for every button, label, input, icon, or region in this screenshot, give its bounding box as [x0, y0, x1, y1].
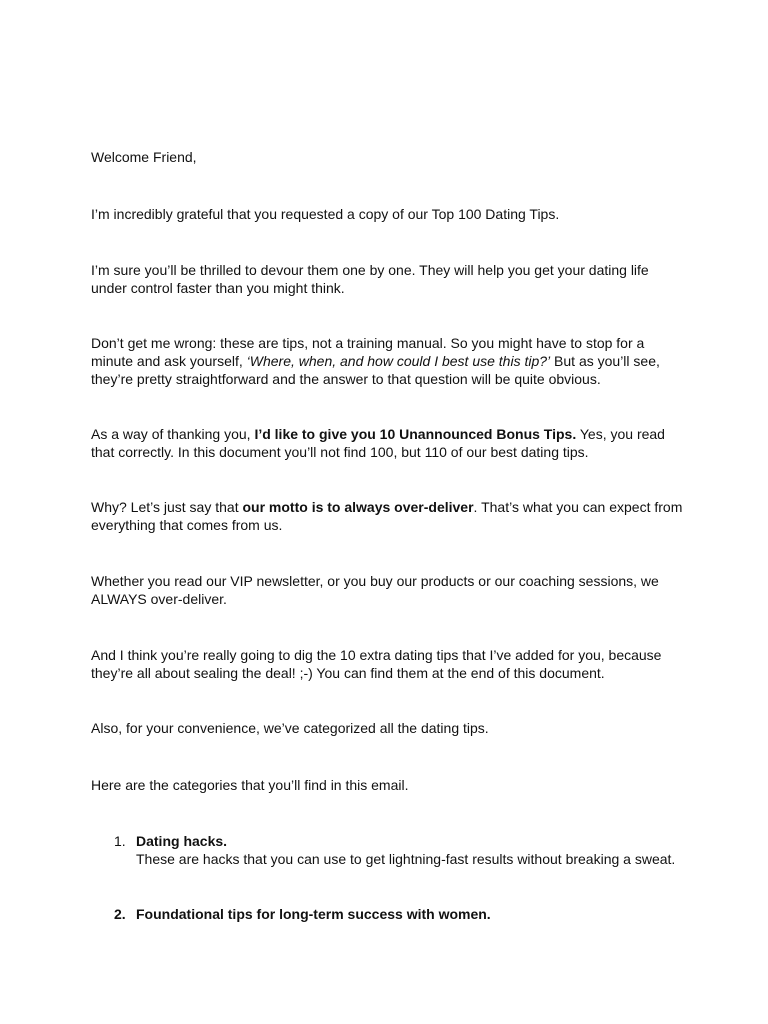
- paragraph-tips-line2-post: But as you’ll see,: [550, 353, 660, 369]
- paragraph-bonus-line1-post: Yes, you read: [576, 426, 665, 442]
- greeting: Welcome Friend,: [91, 149, 197, 165]
- paragraph-bonus-tips: [91, 425, 691, 461]
- list-item-content: [136, 905, 716, 923]
- paragraph-motto-line1-post: . That’s what you can expect from: [473, 499, 683, 515]
- paragraph-bonus-highlight: I’d like to give you 10 Unannounced Bonus Tips.: [254, 426, 577, 442]
- paragraph-vip-line1: Whether you read our VIP newsletter, or you buy our products or our coaching sessions, we: [91, 573, 659, 589]
- paragraph-tips-question: ‘Where, when, and how could I best use this tip?’: [246, 353, 551, 369]
- paragraph-gratitude: I’m incredibly grateful that you requested a copy of our Top 100 Dating Tips.: [91, 206, 560, 222]
- paragraph-bonus-line2: that correctly. In this document you’ll not find 100, but 110 of our best dating tips.: [91, 444, 589, 460]
- paragraph-vip: [91, 572, 691, 608]
- list-item-content: [136, 832, 716, 868]
- paragraph-categorized: Also, for your convenience, we’ve categorized all the dating tips.: [91, 720, 489, 736]
- paragraph-tips-line3: they’re pretty straightforward and the answer to that question will be quite obvious.: [91, 371, 601, 387]
- paragraph-motto: [91, 498, 701, 534]
- list-item-title: Foundational tips for long-term success with women.: [136, 906, 491, 922]
- paragraph-extra-tips: [91, 646, 691, 682]
- list-item-title: Dating hacks.: [136, 833, 228, 849]
- list-item-number: 2.: [114, 906, 126, 922]
- paragraph-tips-line2-pre: minute and ask yourself,: [91, 353, 247, 369]
- paragraph-extra-line2: they’re all about sealing the deal! ;-) You can find them at the end of this document.: [91, 665, 605, 681]
- list-item-number: 1.: [114, 833, 126, 849]
- paragraph-thrilled-line1: I’m sure you’ll be thrilled to devour them one by one. They will help you get your dating life: [91, 262, 649, 278]
- paragraph-categories-intro: Here are the categories that you’ll find in this email.: [91, 777, 409, 793]
- paragraph-thrilled: [91, 261, 691, 297]
- paragraph-thrilled-line2: under control faster than you might think.: [91, 280, 345, 296]
- paragraph-motto-line2: everything that comes from us.: [91, 517, 283, 533]
- paragraph-tips-line1: Don’t get me wrong: these are tips, not a training manual. So you might have to stop for a: [91, 335, 645, 351]
- list-item-description: These are hacks that you can use to get lightning-fast results without breaking a sweat.: [136, 851, 676, 867]
- paragraph-dont-get-me-wrong: [91, 334, 691, 388]
- paragraph-motto-highlight: our motto is to always over-deliver: [242, 499, 474, 515]
- paragraph-vip-line2: ALWAYS over-deliver.: [91, 591, 227, 607]
- paragraph-motto-line1-pre: Why? Let’s just say that: [91, 499, 243, 515]
- paragraph-extra-line1: And I think you’re really going to dig the 10 extra dating tips that I’ve added for you, because: [91, 647, 662, 663]
- paragraph-bonus-line1-pre: As a way of thanking you,: [91, 426, 255, 442]
